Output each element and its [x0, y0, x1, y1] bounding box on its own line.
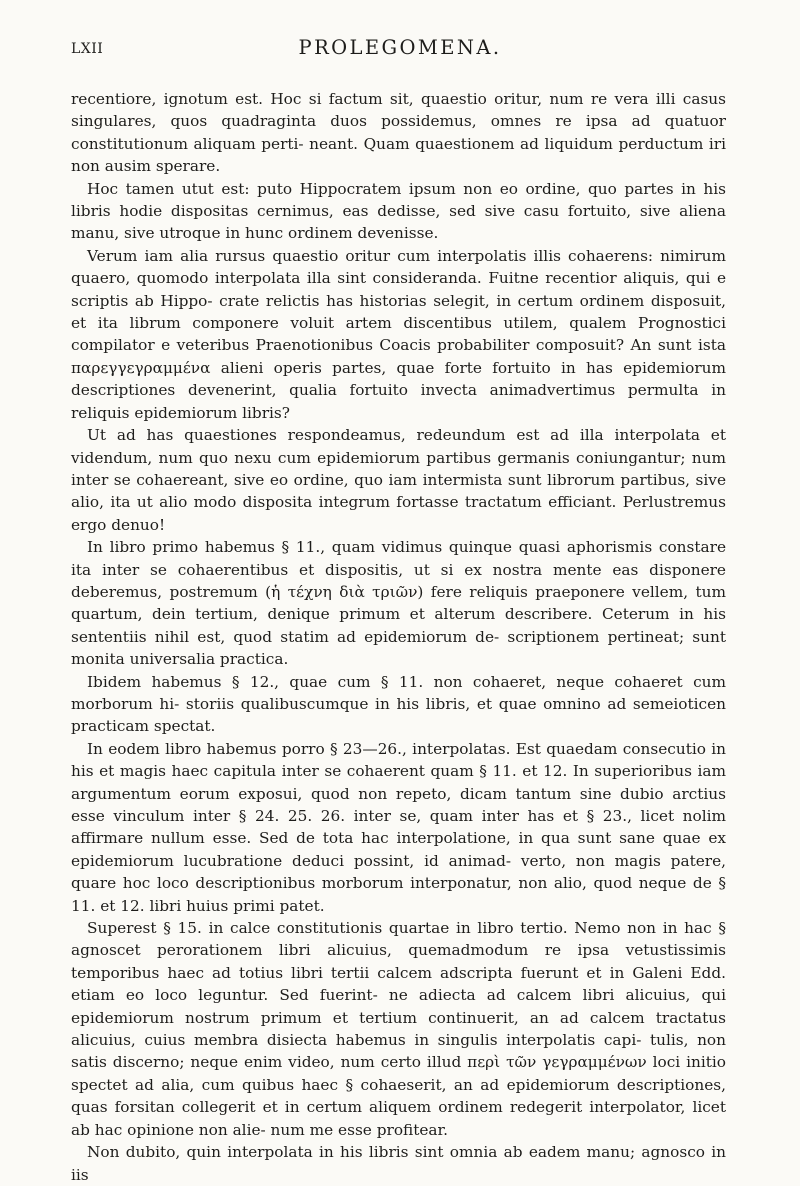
paragraph: In eodem libro habemus porro § 23—26., interpolatas. Est quaedam consecutio in his et magis haec capitula inter se cohaerent quam § 11. et 12. In superioribus iam argumentum eorum exposui, quod non repeto, dicam tantum sine dubio arctius esse vinculum inter § 24. 25. 26. inter se, quam inter has et § 23., licet nolim affirmare nullum esse. Sed de tota hac interpolatione, in qua sunt sane quae ex epidemiorum lucubratione deduci possint, id animad- verto, non magis patere, quare hoc loco descriptionibus morborum interponatur, non alio, quod neque de § 11. et 12. libri huius primi patet. [71, 739, 726, 915]
paragraph: In libro primo habemus § 11., quam vidimus quinque quasi aphorismis constare ita inter se cohaerentibus et dispositis, ut si ex nostra mente eas disponere deberemus, postremum (ἡ τέχνη διὰ τριῶν) fere reliquis praeponere vellem, tum quartum, dein tertium, denique primum et alterum describere. Ceterum in his sententiis nihil est, quod statim ad epidemiorum de- scriptionem pertineat; sunt monita universalia practica. [71, 538, 726, 669]
paragraph: Ut ad has quaestiones respondeamus, redeundum est ad illa interpolata et videndum, num quo nexu cum epidemiorum partibus germanis coniungantur; num inter se cohaereant, sive eo ordine, quo iam intermista sunt librorum partibus, sive alio, ita ut alio modo disposita integrum fortasse tractatum efficiant. Perlustremus ergo denuo! [71, 426, 726, 534]
paragraph: Superest § 15. in calce constitutionis quartae in libro tertio. Nemo non in hac § agnoscet perorationem libri alicuius, quemadmodum re ipsa vetustissimis temporibus haec ad totius libri tertii calcem adscripta fuerunt et in Galeni Edd. etiam eo loco leguntur. Sed fuerint- ne adiecta ad calcem libri alicuius, qui epidemiorum nostrum primum et tertium continuerit, an ad calcem tractatus alicuius, cuius membra disiecta habemus in singulis interpolatis capi- tulis, non satis discerno; neque enim video, num certo illud περὶ τῶν γεγραμμένων loci initio spectet ad alia, cum quibus haec § cohaeserit, an ad epidemiorum descriptiones, quas forsitan collegerit et in certum aliquem ordinem redegerit interpolator, licet ab hac opinione non alie- num me esse profitear. [71, 919, 726, 1139]
paragraph: Ibidem habemus § 12., quae cum § 11. non cohaeret, neque cohaeret cum morborum hi- storiis qualibuscumque in his libris, et quae omnino ad semeioticen practicam spectat. [71, 672, 726, 736]
page-header [0, 36, 800, 66]
page-number: LXII [71, 41, 104, 57]
running-title: PROLEGOMENA. [298, 36, 502, 59]
paragraph: recentiore, ignotum est. Hoc si factum sit, quaestio oritur, num re vera illi casus singulares, quos quadraginta duos possidemus, omnes re ipsa ad quatuor constitutionum aliquam perti- neant. Quam quaestionem ad liquidum perductum iri non ausim sperare. [71, 90, 726, 176]
paragraph: Non dubito, quin interpolata in his libris sint omnia ab eadem manu; agnosco in iis [71, 1143, 726, 1184]
body-text [71, 88, 726, 1186]
paragraph: Hoc tamen utut est: puto Hippocratem ipsum non eo ordine, quo partes in his libris hodie dispositas cernimus, eas dedisse, sed sive casu fortuito, sive aliena manu, sive utroque in hunc ordinem devenisse. [71, 179, 726, 243]
paragraph: Verum iam alia rursus quaestio oritur cum interpolatis illis cohaerens: nimirum quaero, quomodo interpolata illa sint consideranda. Fuitne recentior aliquis, qui e scriptis ab Hippo- crate relictis has historias selegit, in certum ordinem disposuit, et ita librum componere voluit artem discentibus utilem, qualem Prognostici compilator e veteribus Praenotionibus Coacis probabiliter composuit? An sunt ista παρεγγεγραμμένα alieni operis partes, quae forte fortuito in has epidemiorum descriptiones devenerint, qualia fortuito invecta animadvertimus permulta in reliquis epidemiorum libris? [71, 246, 726, 422]
